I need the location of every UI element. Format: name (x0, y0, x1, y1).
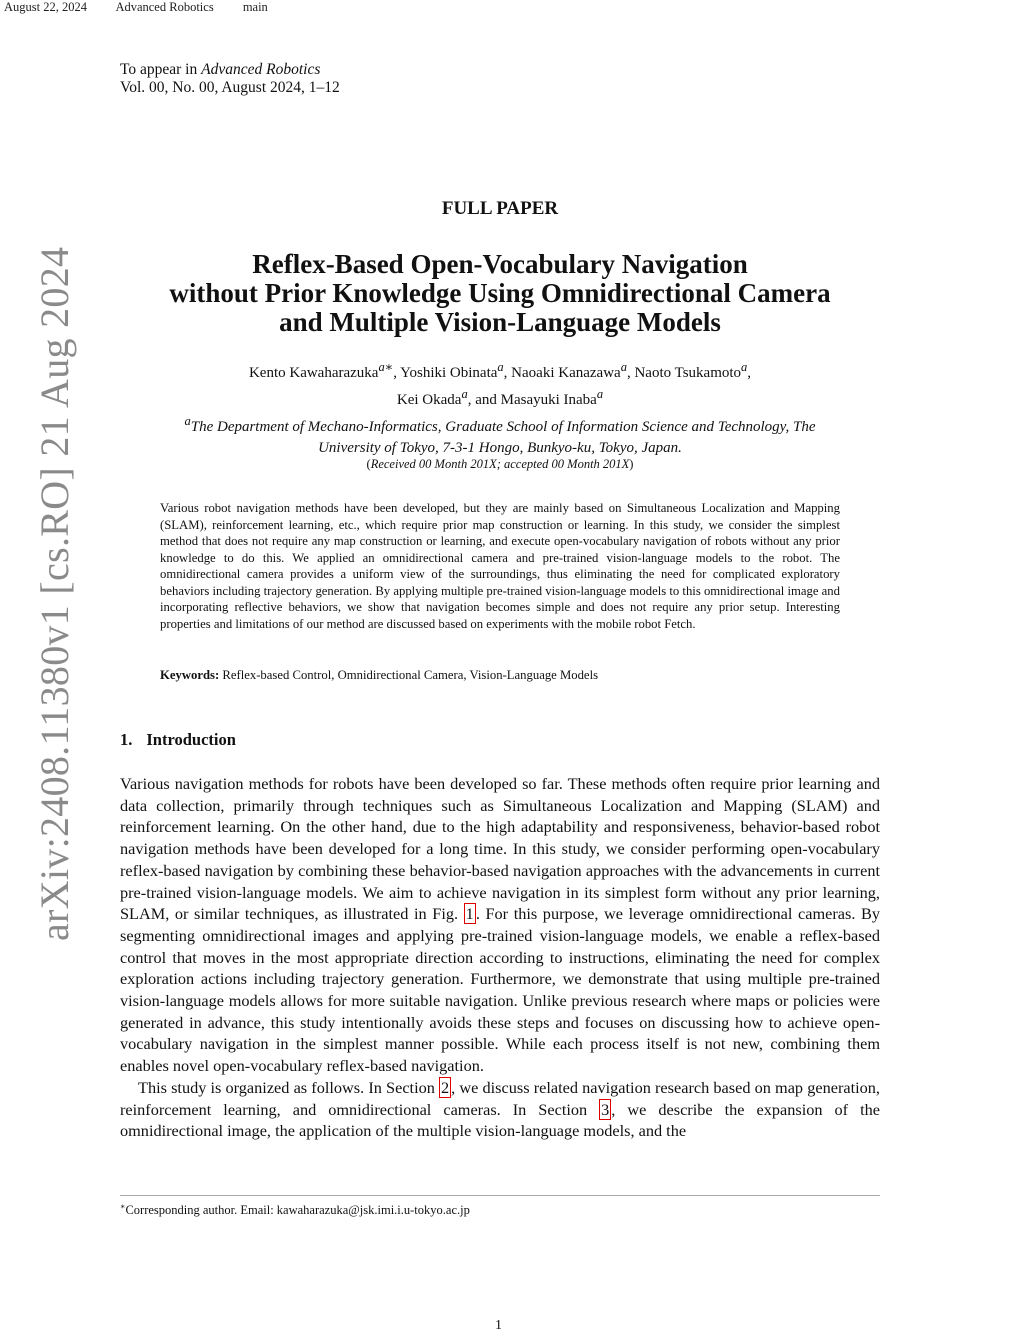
intro-paragraph-2 (120, 1077, 880, 1142)
intro-p1-text-a: Various navigation methods for robots have been developed so far. These methods often require prior learning and data collection, primarily through techniques such as Simultaneous Localization and Mapping (SLAM) and reinforcement learning. On the other hand, due to the high adaptability and responsiveness, behavior-based robot navigation methods have been developed for a long time. In this study, we consider performing open-vocabulary reflex-based navigation by combining these behavior-based navigation approaches with the advancements in current pre-trained vision-language models. We aim to achieve navigation in its simplest form without any prior learning, SLAM, or similar techniques, as illustrated in Fig. (120, 774, 880, 924)
section-3-link[interactable]: 3 (601, 1099, 610, 1119)
author-list (120, 357, 880, 411)
author-mark: a (596, 387, 604, 401)
section-2-link[interactable]: 2 (441, 1077, 450, 1097)
journal-info (120, 61, 340, 97)
author-separator: , (626, 365, 635, 381)
author-line-1 (120, 357, 880, 384)
paper-type: FULL PAPER (441, 198, 559, 219)
intro-p2-text-a: This study is organized as follows. In Section (138, 1077, 440, 1097)
author-mark: a (741, 360, 748, 374)
intro-p2-text-b: , we discuss related navigation research based on map generation, reinforcement learning, and omnidirectional cameras. In Section (120, 1077, 880, 1119)
header-file: main (242, 0, 268, 14)
footnote-mark: ∗ (120, 1202, 126, 1211)
author-separator: , (503, 365, 512, 381)
figure-1-link[interactable]: 1 (465, 904, 474, 924)
affiliation (120, 411, 880, 459)
journal-volume: Vol. 00, No. 00, August 2024, 1–12 (120, 79, 340, 96)
affiliation-line-1: The Department of Mechano-Informatics, Graduate School of Information Science and Technology, The (190, 419, 816, 435)
received-open-paren: ( (366, 457, 371, 471)
author-name: Yoshiki Obinata (400, 365, 498, 381)
author-separator: , (393, 365, 401, 381)
author-name: Naoaki Kanazawa (511, 365, 621, 381)
intro-p1-text-b: . For this purpose, we leverage omnidirectional cameras. By segmenting omnidirectional images and applying pre-trained vision-language models, we enable a reflex-based control that moves in the most appropriate direction according to instructions, eliminating the need for complex exploration actions including trajectory generation. Furthermore, we demonstrate that using multiple pre-trained vision-language models allows for more suitable navigation. Unlike previous research where maps or policies were generated in advance, this study intentionally avoids these steps and focuses on discussing how to achieve open-vocabulary navigation in the simplest manner possible. While each process itself is not new, combining them enables novel open-vocabulary reflex-based navigation. (120, 904, 880, 1076)
keywords (160, 668, 840, 683)
author-name: Kento Kawaharazuka (248, 365, 379, 381)
author-mark: a∗ (378, 360, 394, 374)
author-name: Kei Okada (396, 392, 462, 408)
journal-prefix: To appear in (120, 61, 202, 78)
author-mark: a (620, 360, 627, 374)
title-line-2: without Prior Knowledge Using Omnidirectional Camera (169, 278, 831, 308)
author-line-2 (120, 384, 880, 411)
page-number: 1 (495, 1318, 502, 1333)
received-close-paren: ) (629, 457, 634, 471)
title-line-1: Reflex-Based Open-Vocabulary Navigation (252, 249, 748, 279)
received-text: Received 00 Month 201X; accepted 00 Month 201X (370, 457, 630, 471)
intro-p2-text-c: , we describe the expansion of the omnidirectional image, the application of the multiple vision-language models, and the (120, 1099, 880, 1141)
keywords-label: Keywords: (160, 668, 220, 682)
title-line-3: and Multiple Vision-Language Models (279, 307, 721, 337)
running-header (4, 0, 294, 15)
introduction-body (120, 773, 880, 1142)
section-number: 1. (120, 730, 133, 749)
journal-name: Advanced Robotics (201, 61, 321, 78)
keywords-text: Reflex-based Control, Omnidirectional Camera, Vision-Language Models (219, 668, 599, 682)
received-dates (120, 457, 880, 472)
arxiv-identifier[interactable]: arXiv:2408.11380v1 [cs.RO] 21 Aug 2024 (32, 246, 77, 941)
header-journal: Advanced Robotics (115, 0, 214, 14)
author-name: Masayuki Inaba (500, 392, 597, 408)
intro-paragraph-1 (120, 773, 880, 1077)
header-date: August 22, 2024 (4, 0, 87, 14)
abstract: Various robot navigation methods have been developed, but they are mainly based on Simultaneous Localization and Mapping (SLAM), reinforcement learning, etc., which require prior map construction or learning. In this study, we consider the simplest method that does not require any map construction or learning, and execute open-vocabulary navigation of robots without any prior knowledge to do this. We applied an omnidirectional camera and pre-trained vision-language models to the robot. The omnidirectional camera provides a uniform view of the surroundings, thus eliminating the need for complicated exploratory behaviors including trajectory generation. By applying multiple pre-trained vision-language models to this omnidirectional image and incorporating reflective behaviors, we show that navigation becomes simple and does not require any prior setup. Interesting properties and limitations of our method are discussed based on experiments with the mobile robot Fetch. (160, 501, 840, 631)
footnote-divider (120, 1195, 880, 1196)
section-title: Introduction (146, 730, 236, 749)
author-name: Naoto Tsukamoto (634, 365, 742, 381)
author-separator: , and (467, 392, 501, 408)
affiliation-mark: a (184, 414, 191, 428)
author-separator: , (747, 365, 752, 381)
section-heading-introduction (120, 730, 236, 750)
footnote (120, 1202, 470, 1218)
author-mark: a (497, 360, 504, 374)
author-mark: a (461, 387, 468, 401)
footnote-text: Corresponding author. Email: kawaharazuka@jsk.imi.i.u-tokyo.ac.jp (125, 1203, 470, 1218)
affiliation-line-2: University of Tokyo, 7-3-1 Hongo, Bunkyo-ku, Tokyo, Japan. (318, 440, 682, 456)
paper-title (120, 250, 880, 337)
